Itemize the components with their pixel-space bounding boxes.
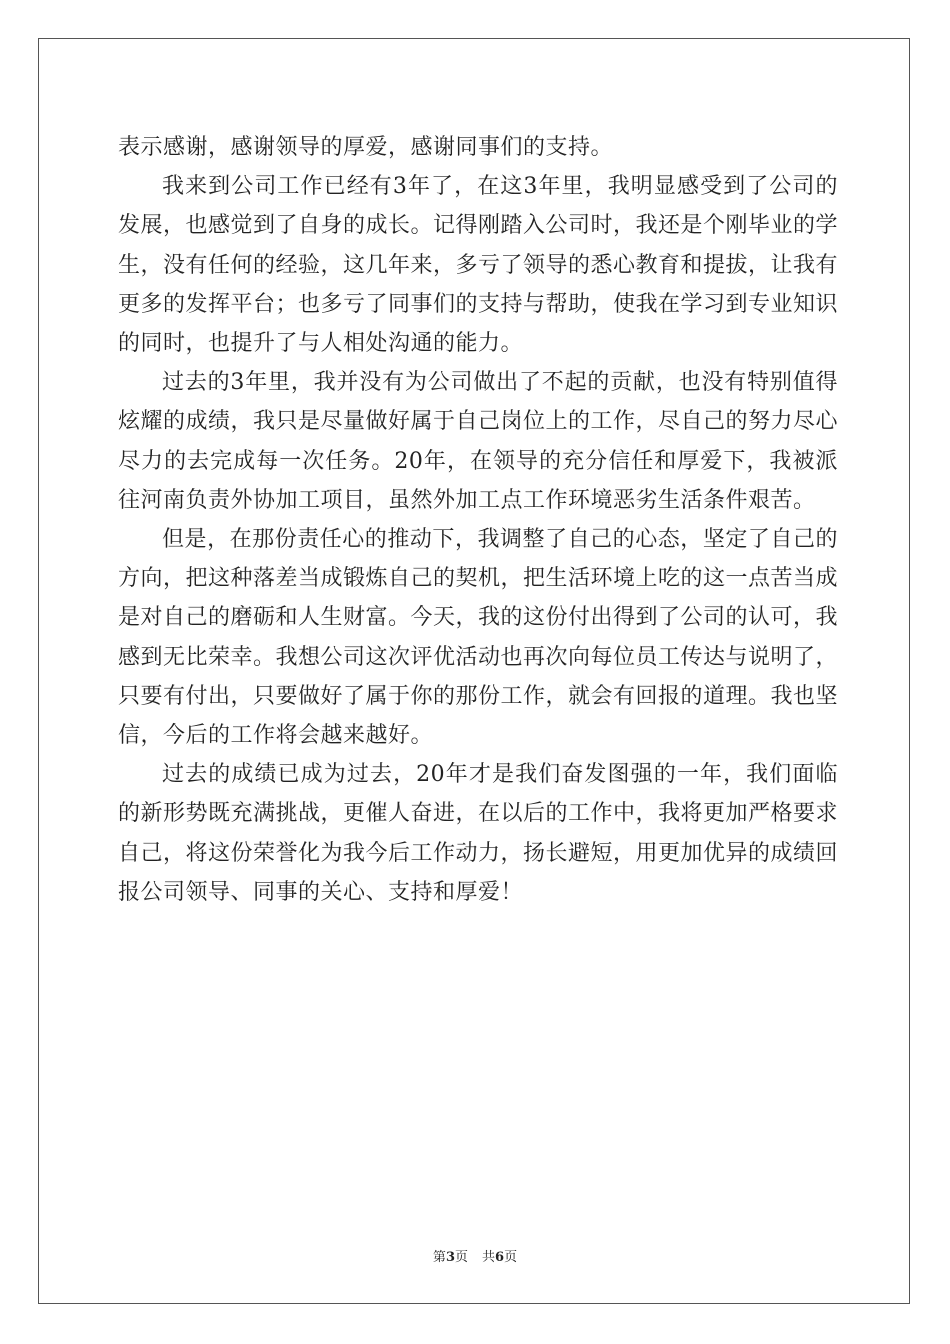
paragraph-4: 但是，在那份责任心的推动下，我调整了自己的心态，坚定了自己的方向，把这种落差当成锻炼自己的契机，把生活环境上吃的这一点苦当成是对自己的磨砺和人生财富。今天，我的这份付出得到了公司的认可，我感到无比荣幸。我想公司这次评优活动也再次向每位员工传达与说明了，只要有付出，只要做好了属于你的那份工作，就会有回报的道理。我也坚信，今后的工作将会越来越好。 [118,527,839,749]
document-body [118,128,838,912]
paragraph-5: 过去的成绩已成为过去，20年才是我们奋发图强的一年，我们面临的新形势既充满挑战，更催人奋进，在以后的工作中，我将更加严格要求自己，将这份荣誉化为我今后工作动力，扬长避短，用更加优异的成绩回报公司领导、同事的关心、支持和厚爱！ [118,762,839,905]
total-suffix: 页 [504,1250,518,1265]
page-number: 3 [445,1250,455,1265]
paragraph-1: 表示感谢，感谢领导的厚爱，感谢同事们的支持。 [118,135,614,160]
paragraph-3: 过去的3年里，我并没有为公司做出了不起的贡献，也没有特别值得炫耀的成绩，我只是尽量做好属于自己岗位上的工作，尽自己的努力尽心尽力的去完成每一次任务。20年，在领导的充分信任和厚爱下，我被派往河南负责外协加工项目，虽然外加工点工作环境恶劣生活条件艰苦。 [118,370,839,513]
paragraph-2: 我来到公司工作已经有3年了，在这3年里，我明显感受到了公司的发展，也感觉到了自身的成长。记得刚踏入公司时，我还是个刚毕业的学生，没有任何的经验，这几年来，多亏了领导的悉心教育和提拔，让我有更多的发挥平台；也多亏了同事们的支持与帮助，使我在学习到专业知识的同时，也提升了与人相处沟通的能力。 [118,174,839,357]
total-prefix: 共 [482,1250,496,1265]
page-footer [0,1246,950,1265]
page-prefix: 第 [432,1250,446,1265]
page-suffix: 页 [454,1250,468,1265]
total-pages: 6 [495,1250,505,1265]
